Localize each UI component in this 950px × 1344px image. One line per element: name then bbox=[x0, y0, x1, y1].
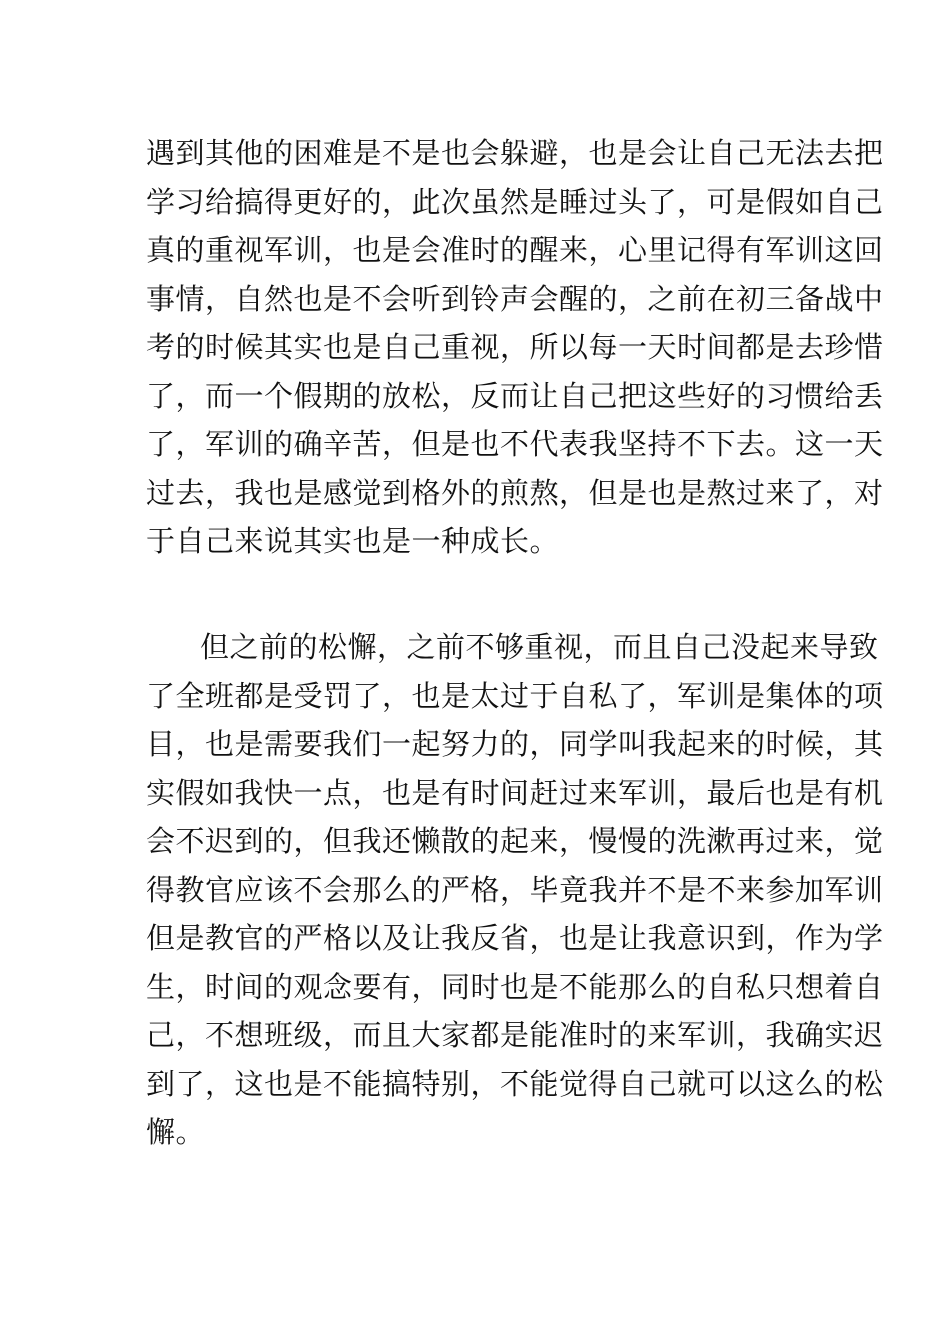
text-line: 懈。 bbox=[146, 1115, 206, 1149]
text-line: 事情，自然也是不会听到铃声会醒的，之前在初三备战中 bbox=[146, 281, 884, 316]
text-line: 了，军训的确辛苦，但是也不代表我坚持不下去。这一天 bbox=[146, 427, 884, 461]
text-line: 过去，我也是感觉到格外的煎熬，但是也是熬过来了，对 bbox=[146, 475, 884, 510]
text-line: 考的时候其实也是自己重视，所以每一天时间都是去珍惜 bbox=[146, 330, 884, 364]
text-line: 学习给搞得更好的，此次虽然是睡过头了，可是假如自己 bbox=[146, 184, 884, 219]
text-line: 真的重视军训，也是会准时的醒来，心里记得有军训这回 bbox=[146, 233, 884, 267]
text-line: 到了，这也是不能搞特别，不能觉得自己就可以这么的松 bbox=[146, 1066, 884, 1101]
text-line: 得教官应该不会那么的严格，毕竟我并不是不来参加军训 bbox=[146, 872, 884, 907]
text-line: 了全班都是受罚了，也是太过于自私了，军训是集体的项 bbox=[146, 678, 884, 713]
text-line-indented: 但之前的松懈，之前不够重视，而且自己没起来导致 bbox=[200, 630, 879, 664]
text-line: 生，时间的观念要有，同时也是不能那么的自私只想着自 bbox=[146, 969, 884, 1004]
text-line: 会不迟到的，但我还懒散的起来，慢慢的洗漱再过来，觉 bbox=[146, 824, 884, 858]
text-line: 于自己来说其实也是一种成长。 bbox=[146, 524, 560, 558]
paragraph-1 bbox=[146, 129, 884, 566]
text-line: 实假如我快一点，也是有时间赶过来军训，最后也是有机 bbox=[146, 775, 884, 810]
text-line: 但是教官的严格以及让我反省，也是让我意识到，作为学 bbox=[146, 921, 884, 955]
text-line: 遇到其他的困难是不是也会躲避，也是会让自己无法去把 bbox=[146, 136, 884, 170]
text-line: 了，而一个假期的放松，反而让自己把这些好的习惯给丢 bbox=[146, 378, 884, 413]
text-line: 目，也是需要我们一起努力的，同学叫我起来的时候，其 bbox=[146, 727, 884, 761]
text-line: 己，不想班级，而且大家都是能准时的来军训，我确实迟 bbox=[146, 1018, 884, 1052]
paragraph-2 bbox=[146, 623, 884, 1157]
